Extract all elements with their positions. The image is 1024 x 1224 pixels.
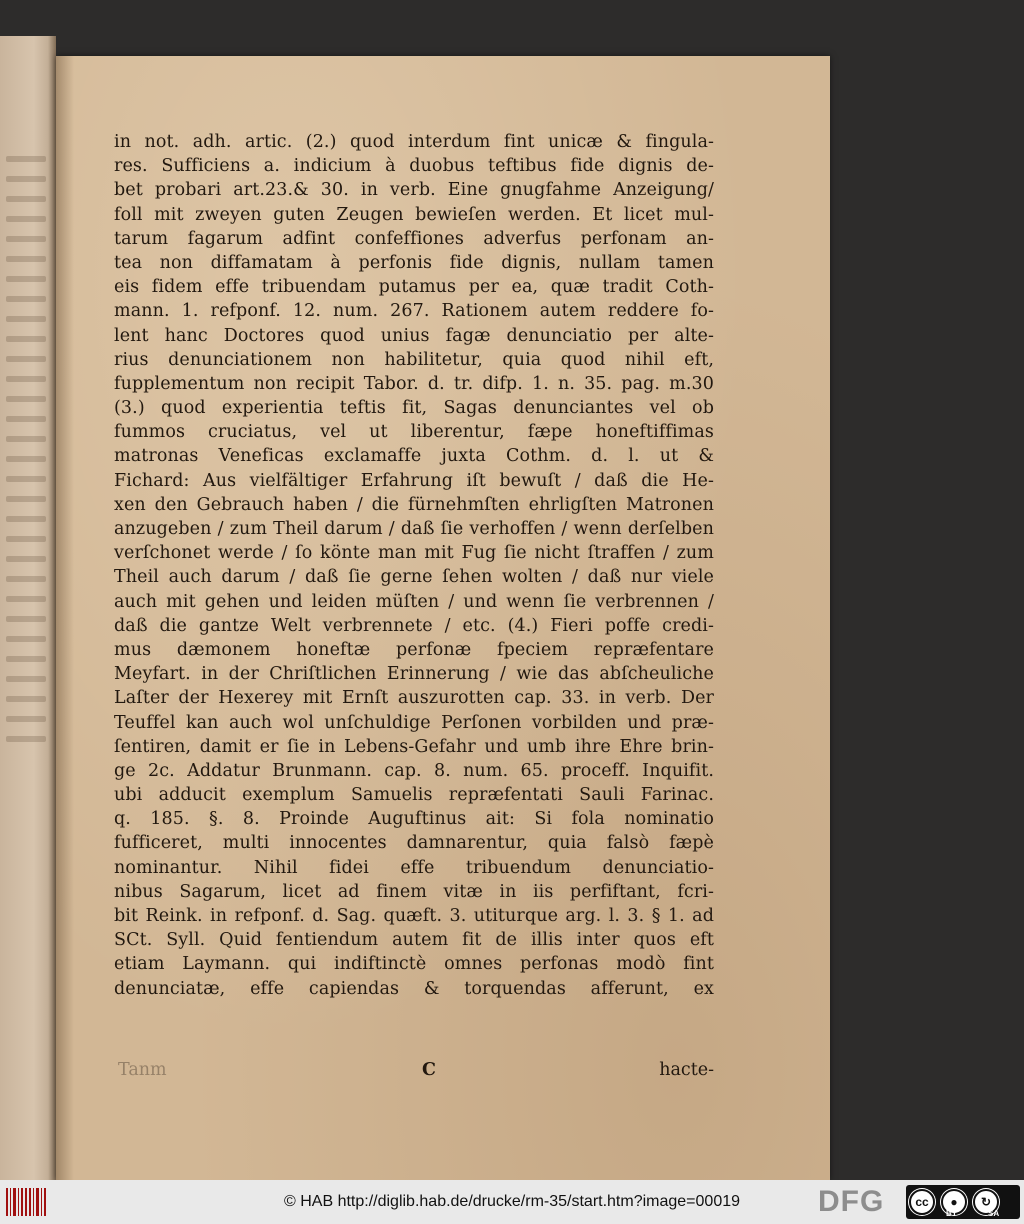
text-line: verſchonet werde / ſo könte man mit Fug ſie nicht ſtraffen / zum (114, 543, 714, 564)
text-line: res. Sufficiens a. indicium à duobus teftibus fide dignis de- (114, 156, 714, 177)
text-line: nibus Sagarum, licet ad finem vitæ in iis perfiftant, fcri- (114, 881, 714, 902)
text-line: eis fidem effe tribuendam putamus per ea, quæ tradit Coth- (114, 277, 714, 298)
viewer-footer (0, 1180, 1024, 1224)
sa-icon: ↻ (973, 1189, 999, 1215)
text-line: Laſter der Hexerey mit Ernſt auszurotten cap. 33. in verb. Der (114, 688, 714, 709)
text-line: mann. 1. refponf. 12. num. 267. Rationem autem reddere fo- (114, 301, 714, 322)
text-line: SCt. Syll. Quid fentiendum autem fit de illis inter quos eft (114, 930, 714, 951)
book-page (56, 56, 830, 1180)
text-line: (3.) quod experientia teftis fit, Sagas denunciantes vel ob (114, 398, 714, 419)
text-line: daß die gantze Welt verbrennete / etc. (4.) Fieri poffe credi- (114, 615, 714, 636)
text-line: lent hanc Doctores quod unius fagæ denunciatio per alte- (114, 325, 714, 346)
text-line: anzugeben / zum Theil darum / daß ſie verhoffen / wenn derſelben (114, 519, 714, 539)
text-line: bit Reink. in refponf. d. Sag. quæft. 3. utiturque arg. l. 3. § 1. ad (114, 906, 714, 926)
text-line: mus dæmonem honeftæ perfonæ fpeciem repræfentare (114, 639, 714, 660)
text-line: nominantur. Nihil fidei effe tribuendum denunciatio- (114, 857, 714, 878)
by-label: BY (946, 1209, 958, 1218)
catchword: hacte- (659, 1060, 714, 1080)
text-line: bet probari art.23.& 30. in verb. Eine gnugfahme Anzeigung/ (114, 180, 714, 201)
faint-mark: Tanm (118, 1060, 167, 1080)
sa-label: SA (988, 1209, 1000, 1218)
text-line: tea non diffamatam à perfonis fide dignis, nullam tamen (114, 252, 714, 273)
copyright-link[interactable]: © HAB http://diglib.hab.de/drucke/rm-35/start.htm?image=00019 (283, 1193, 741, 1210)
text-line: fupplementum non recipit Tabor. d. tr. difp. 1. n. 35. pag. m.30 (114, 373, 714, 394)
text-line: etiam Laymann. qui indiftinctè omnes perfonas modò fint (114, 954, 714, 975)
text-line: matronas Veneficas exclamaffe juxta Cothm. d. l. ut & (114, 446, 714, 467)
text-line: ubi adducit exemplum Samuelis repræfentati Sauli Farinac. (114, 785, 714, 806)
signature-mark: C (422, 1060, 436, 1080)
text-line: ge 2c. Addatur Brunmann. cap. 8. num. 65. proceff. Inquifit. (114, 760, 714, 781)
text-line: Teuffel kan auch wol unſchuldige Perſonen vorbilden und præ- (114, 712, 714, 733)
page-text-block (114, 130, 714, 1001)
cc-icon: cc (909, 1189, 935, 1215)
text-line: xen den Gebrauch haben / die fürnehmſten ehrligſten Matronen (114, 494, 714, 515)
license-badge[interactable] (906, 1185, 1020, 1219)
text-line: fufficeret, multi innocentes damnarentur, quia falsò fæpè (114, 833, 714, 854)
text-line: tarum fagarum adfint confeffiones adverfus perfonam an- (114, 228, 714, 249)
text-line: ſentiren, damit er ſie in Lebens-Gefahr und umb ihre Ehre brin- (114, 736, 714, 757)
facing-page-edge (0, 36, 56, 1180)
text-line: fummos cruciatus, vel ut liberentur, fæpe honeftiffimas (114, 422, 714, 443)
text-line: Meyfart. in der Chriſtlichen Erinnerung / wie das abſcheuliche (114, 664, 714, 685)
text-line: rius denunciationem non habilitetur, quia quod nihil eft, (114, 349, 714, 370)
by-icon: ● (941, 1189, 967, 1215)
facing-page-ghost-text (6, 156, 46, 742)
text-line: foll mit zweyen guten Zeugen bewieſen werden. Et licet mul- (114, 204, 714, 225)
text-line: denunciatæ, effe capiendas & torquendas afferunt, ex (114, 978, 714, 999)
page-foot-line (114, 1058, 714, 1082)
text-line: Theil auch darum / daß ſie gerne ſehen wolten / daß nur viele (114, 567, 714, 588)
text-line: in not. adh. artic. (2.) quod interdum fint unicæ & fingula- (114, 132, 714, 152)
dfg-logo[interactable]: DFG (818, 1185, 885, 1218)
text-line: q. 185. §. 8. Proinde Auguftinus ait: Si fola nominatio (114, 809, 714, 830)
text-line: auch mit gehen und leiden müſten / und wenn ſie verbrennen / (114, 591, 714, 612)
text-line: Fichard: Aus vielfältiger Erfahrung iſt bewuſt / daß die He- (114, 470, 714, 491)
